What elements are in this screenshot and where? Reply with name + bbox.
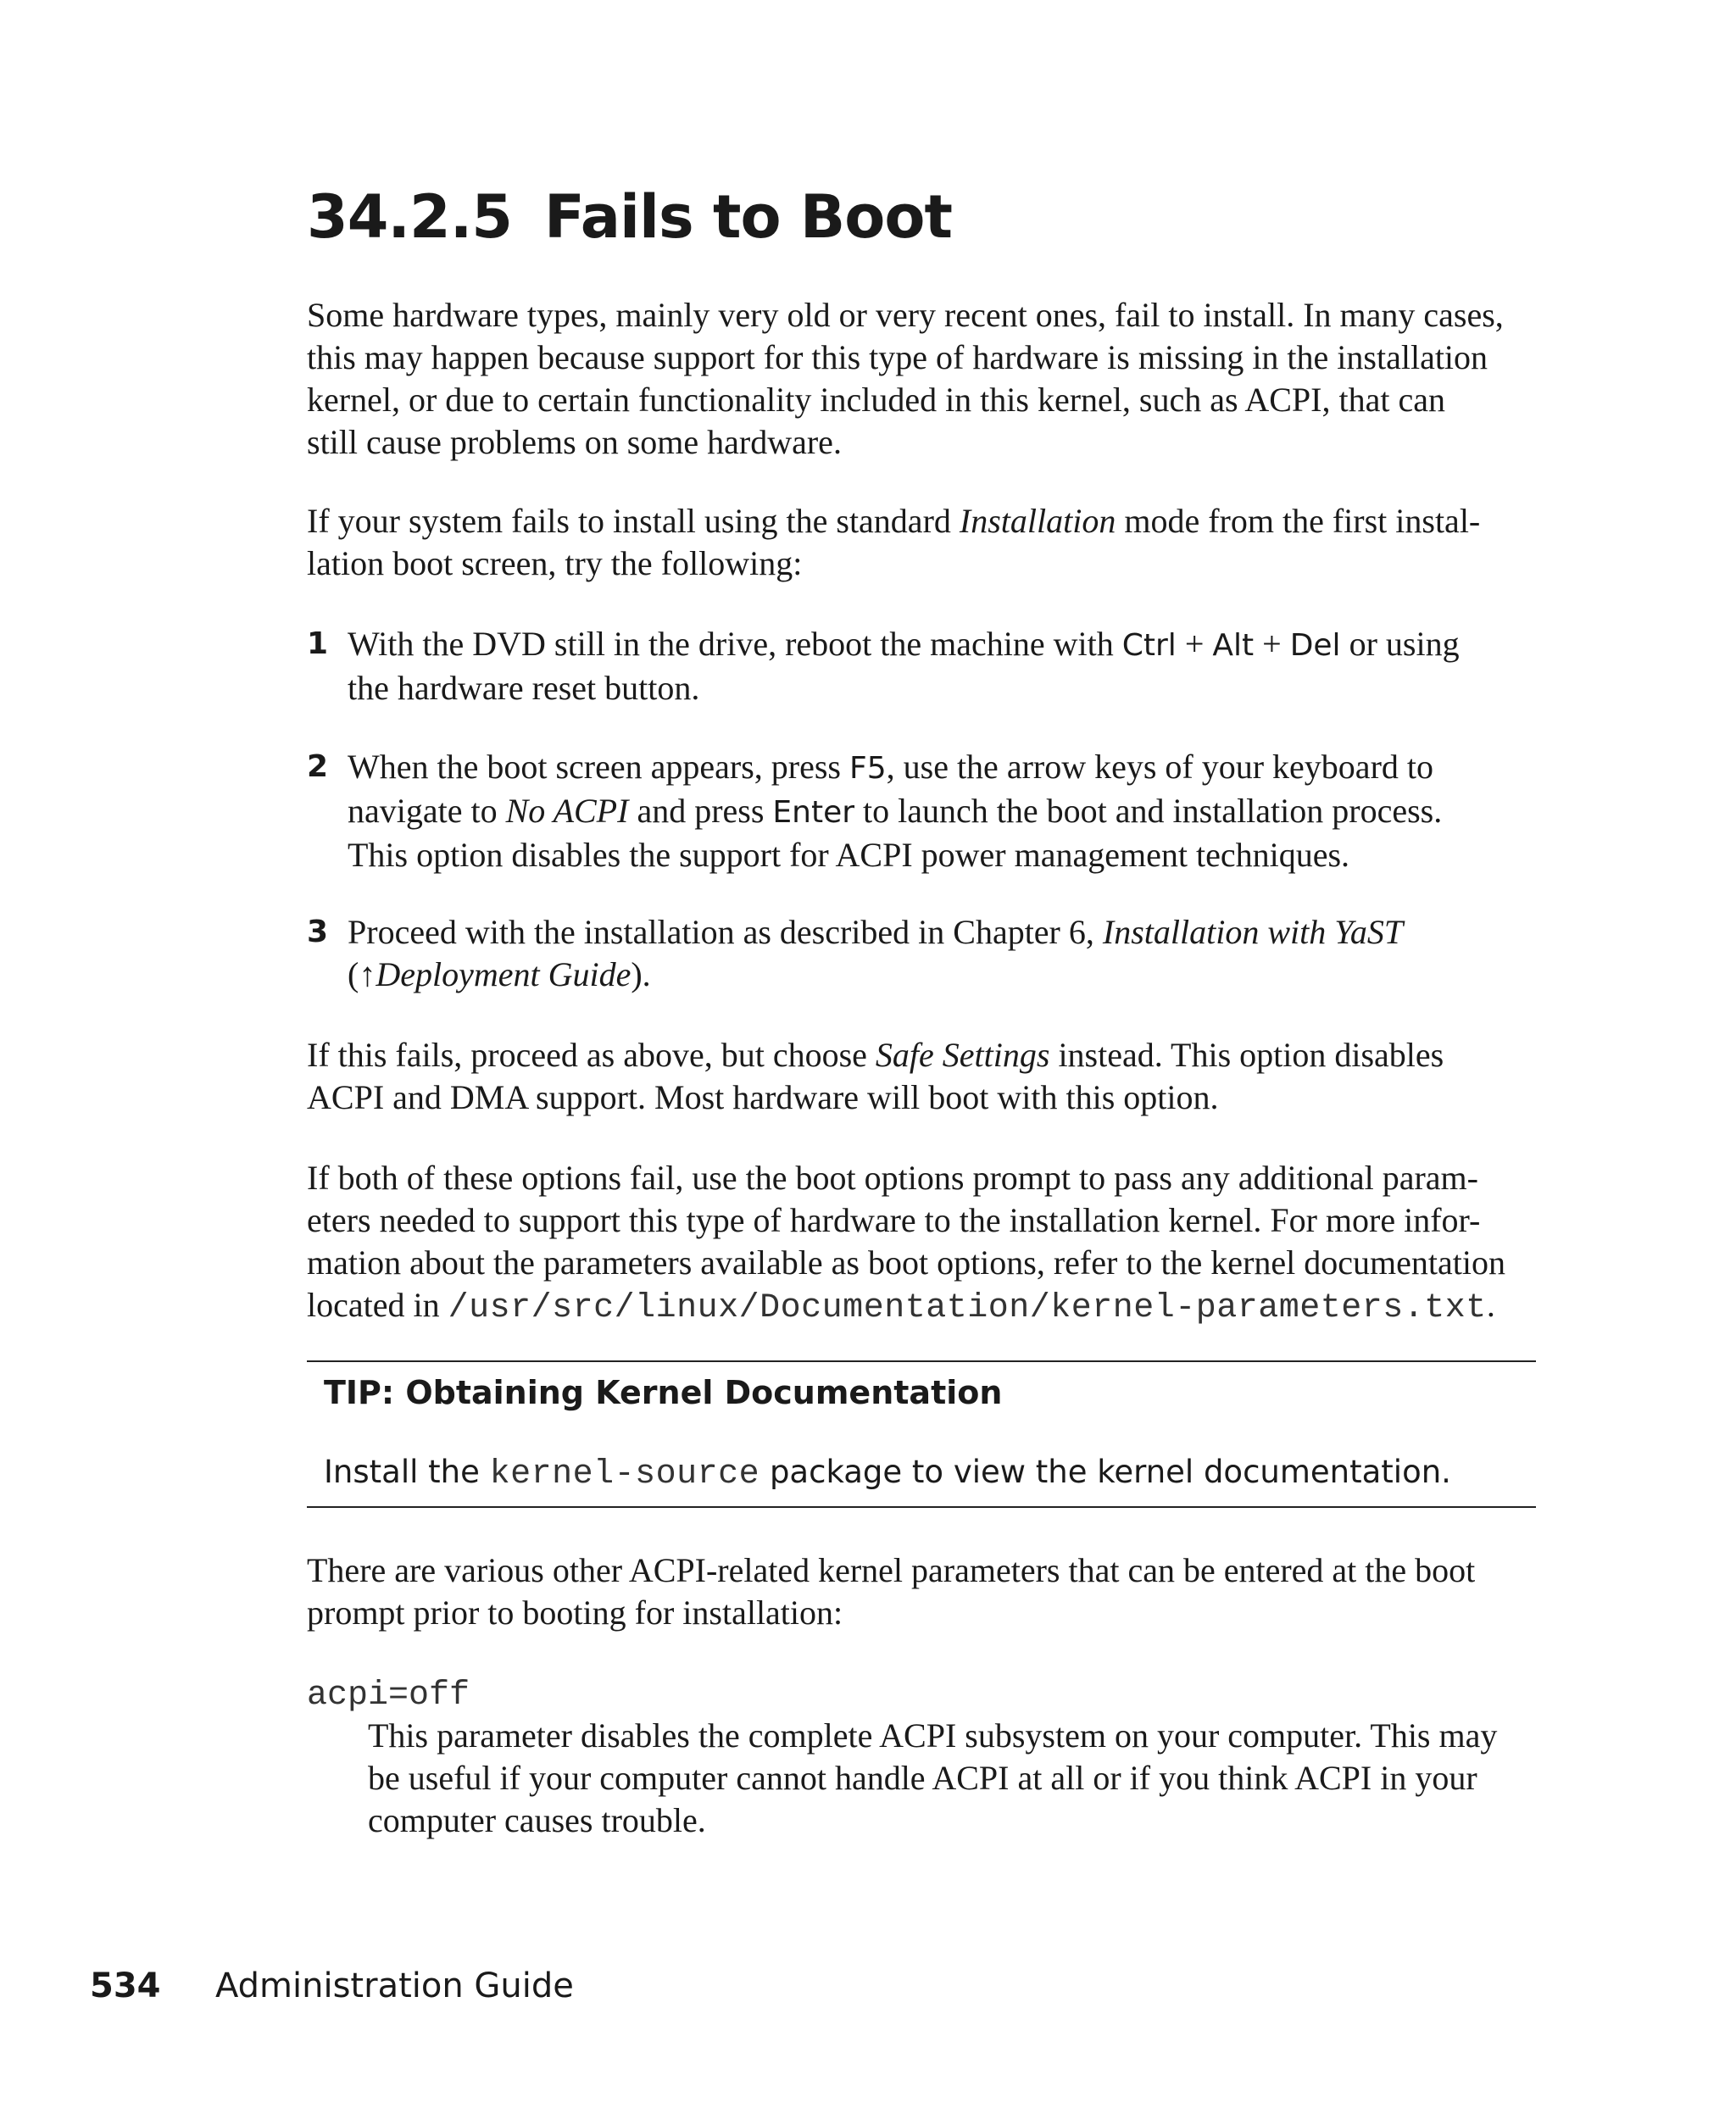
text-line: This option disables the support for ACPI power management techniques.	[348, 836, 1350, 874]
text-line: If both of these options fail, use the boot options prompt to pass any additional param-	[307, 1159, 1478, 1197]
text-line	[348, 790, 1442, 834]
text-line: ACPI and DMA support. Most hardware will boot with this option.	[307, 1078, 1219, 1116]
step-body	[348, 623, 1460, 709]
text-line: still cause problems on some hardware.	[307, 423, 842, 461]
plus-sign: +	[1176, 625, 1213, 663]
file-path: /usr/src/linux/Documentation/kernel-parameters.txt	[448, 1289, 1487, 1327]
key-alt: Alt	[1212, 628, 1255, 663]
text-span: located in	[307, 1286, 448, 1324]
step-number: 3	[307, 915, 329, 949]
text-line	[307, 1284, 1536, 1330]
text-span: , use the arrow keys of your keyboard to	[886, 748, 1433, 786]
plus-sign: +	[1254, 625, 1290, 663]
key-f5: F5	[849, 751, 887, 786]
text-span: to launch the boot and installation process.	[854, 792, 1443, 830]
text-span: or using	[1340, 625, 1460, 663]
package-name: kernel-source	[489, 1455, 760, 1493]
text-span: navigate to	[348, 792, 506, 830]
text-line: eters needed to support this type of hardware to the installation kernel. For more infor-	[307, 1201, 1481, 1239]
text-span: (↑	[348, 955, 376, 993]
emphasis-installation: Installation	[959, 502, 1116, 540]
text-line: this may happen because support for this type of hardware is missing in the installation	[307, 338, 1488, 376]
text-span: If this fails, proceed as above, but choose	[307, 1036, 876, 1074]
text-line: lation boot screen, try the following:	[307, 544, 803, 582]
definition-description	[368, 1715, 1538, 1842]
text-span: If your system fails to install using the standard	[307, 502, 960, 540]
key-del: Del	[1289, 628, 1341, 663]
text-line: be useful if your computer cannot handle ACPI at all or if you think ACPI in your	[368, 1759, 1477, 1797]
key-ctrl: Ctrl	[1121, 628, 1177, 663]
text-line: the hardware reset button.	[348, 669, 700, 707]
text-line	[348, 911, 1403, 954]
section-heading	[307, 180, 952, 254]
text-line	[348, 746, 1442, 790]
tip-body	[324, 1451, 1451, 1496]
emphasis-book-title: Deployment Guide	[376, 955, 632, 993]
text-line	[307, 500, 1536, 542]
emphasis-chapter-title: Installation with YaST	[1102, 913, 1404, 951]
text-line: kernel, or due to certain functionality included in this kernel, such as ACPI, that can	[307, 381, 1445, 419]
text-span: and press	[628, 792, 773, 830]
step-number: 2	[307, 749, 329, 784]
boot-options-paragraph	[307, 1157, 1536, 1330]
text-span: When the boot screen appears, press	[348, 748, 849, 786]
tip-top-rule	[307, 1360, 1536, 1362]
text-line: There are various other ACPI-related kernel parameters that can be entered at the boot	[307, 1551, 1476, 1589]
text-span: Install the	[324, 1454, 490, 1490]
step-body	[348, 746, 1442, 876]
definition-term: acpi=off	[307, 1677, 470, 1715]
text-span: ).	[631, 955, 651, 993]
text-line: computer causes trouble.	[368, 1801, 706, 1839]
text-line	[348, 954, 1403, 996]
text-span: mode from the first instal-	[1116, 502, 1481, 540]
emphasis-safe-settings: Safe Settings	[875, 1036, 1050, 1074]
page-number: 534	[90, 1966, 161, 2005]
text-span: With the DVD still in the drive, reboot the machine with	[348, 625, 1122, 663]
kernel-parameters-paragraph	[307, 1549, 1536, 1634]
tip-title: TIP: Obtaining Kernel Documentation	[324, 1374, 1003, 1411]
intro-paragraph	[307, 294, 1536, 464]
text-line: prompt prior to booting for installation:	[307, 1594, 843, 1632]
key-enter: Enter	[772, 795, 855, 830]
text-line: Some hardware types, mainly very old or very recent ones, fail to install. In many cases,	[307, 296, 1504, 334]
emphasis-no-acpi: No ACPI	[505, 792, 629, 830]
section-title: Fails to Boot	[544, 182, 952, 252]
text-span: Proceed with the installation as described in Chapter 6,	[348, 913, 1103, 951]
tip-bottom-rule	[307, 1506, 1536, 1508]
text-line: mation about the parameters available as boot options, refer to the kernel documentation	[307, 1243, 1505, 1282]
instructions-paragraph	[307, 500, 1536, 585]
section-number: 34.2.5	[307, 182, 513, 252]
text-span: .	[1486, 1286, 1495, 1324]
text-line	[348, 623, 1460, 667]
text-line	[307, 1034, 1536, 1076]
text-line: This parameter disables the complete ACPI subsystem on your computer. This may	[368, 1716, 1498, 1755]
text-span: instead. This option disables	[1049, 1036, 1444, 1074]
safe-settings-paragraph	[307, 1034, 1536, 1119]
step-body	[348, 911, 1403, 996]
text-span: package to view the kernel documentation.	[760, 1454, 1451, 1490]
book-title: Administration Guide	[215, 1966, 574, 2005]
step-number: 1	[307, 626, 329, 661]
